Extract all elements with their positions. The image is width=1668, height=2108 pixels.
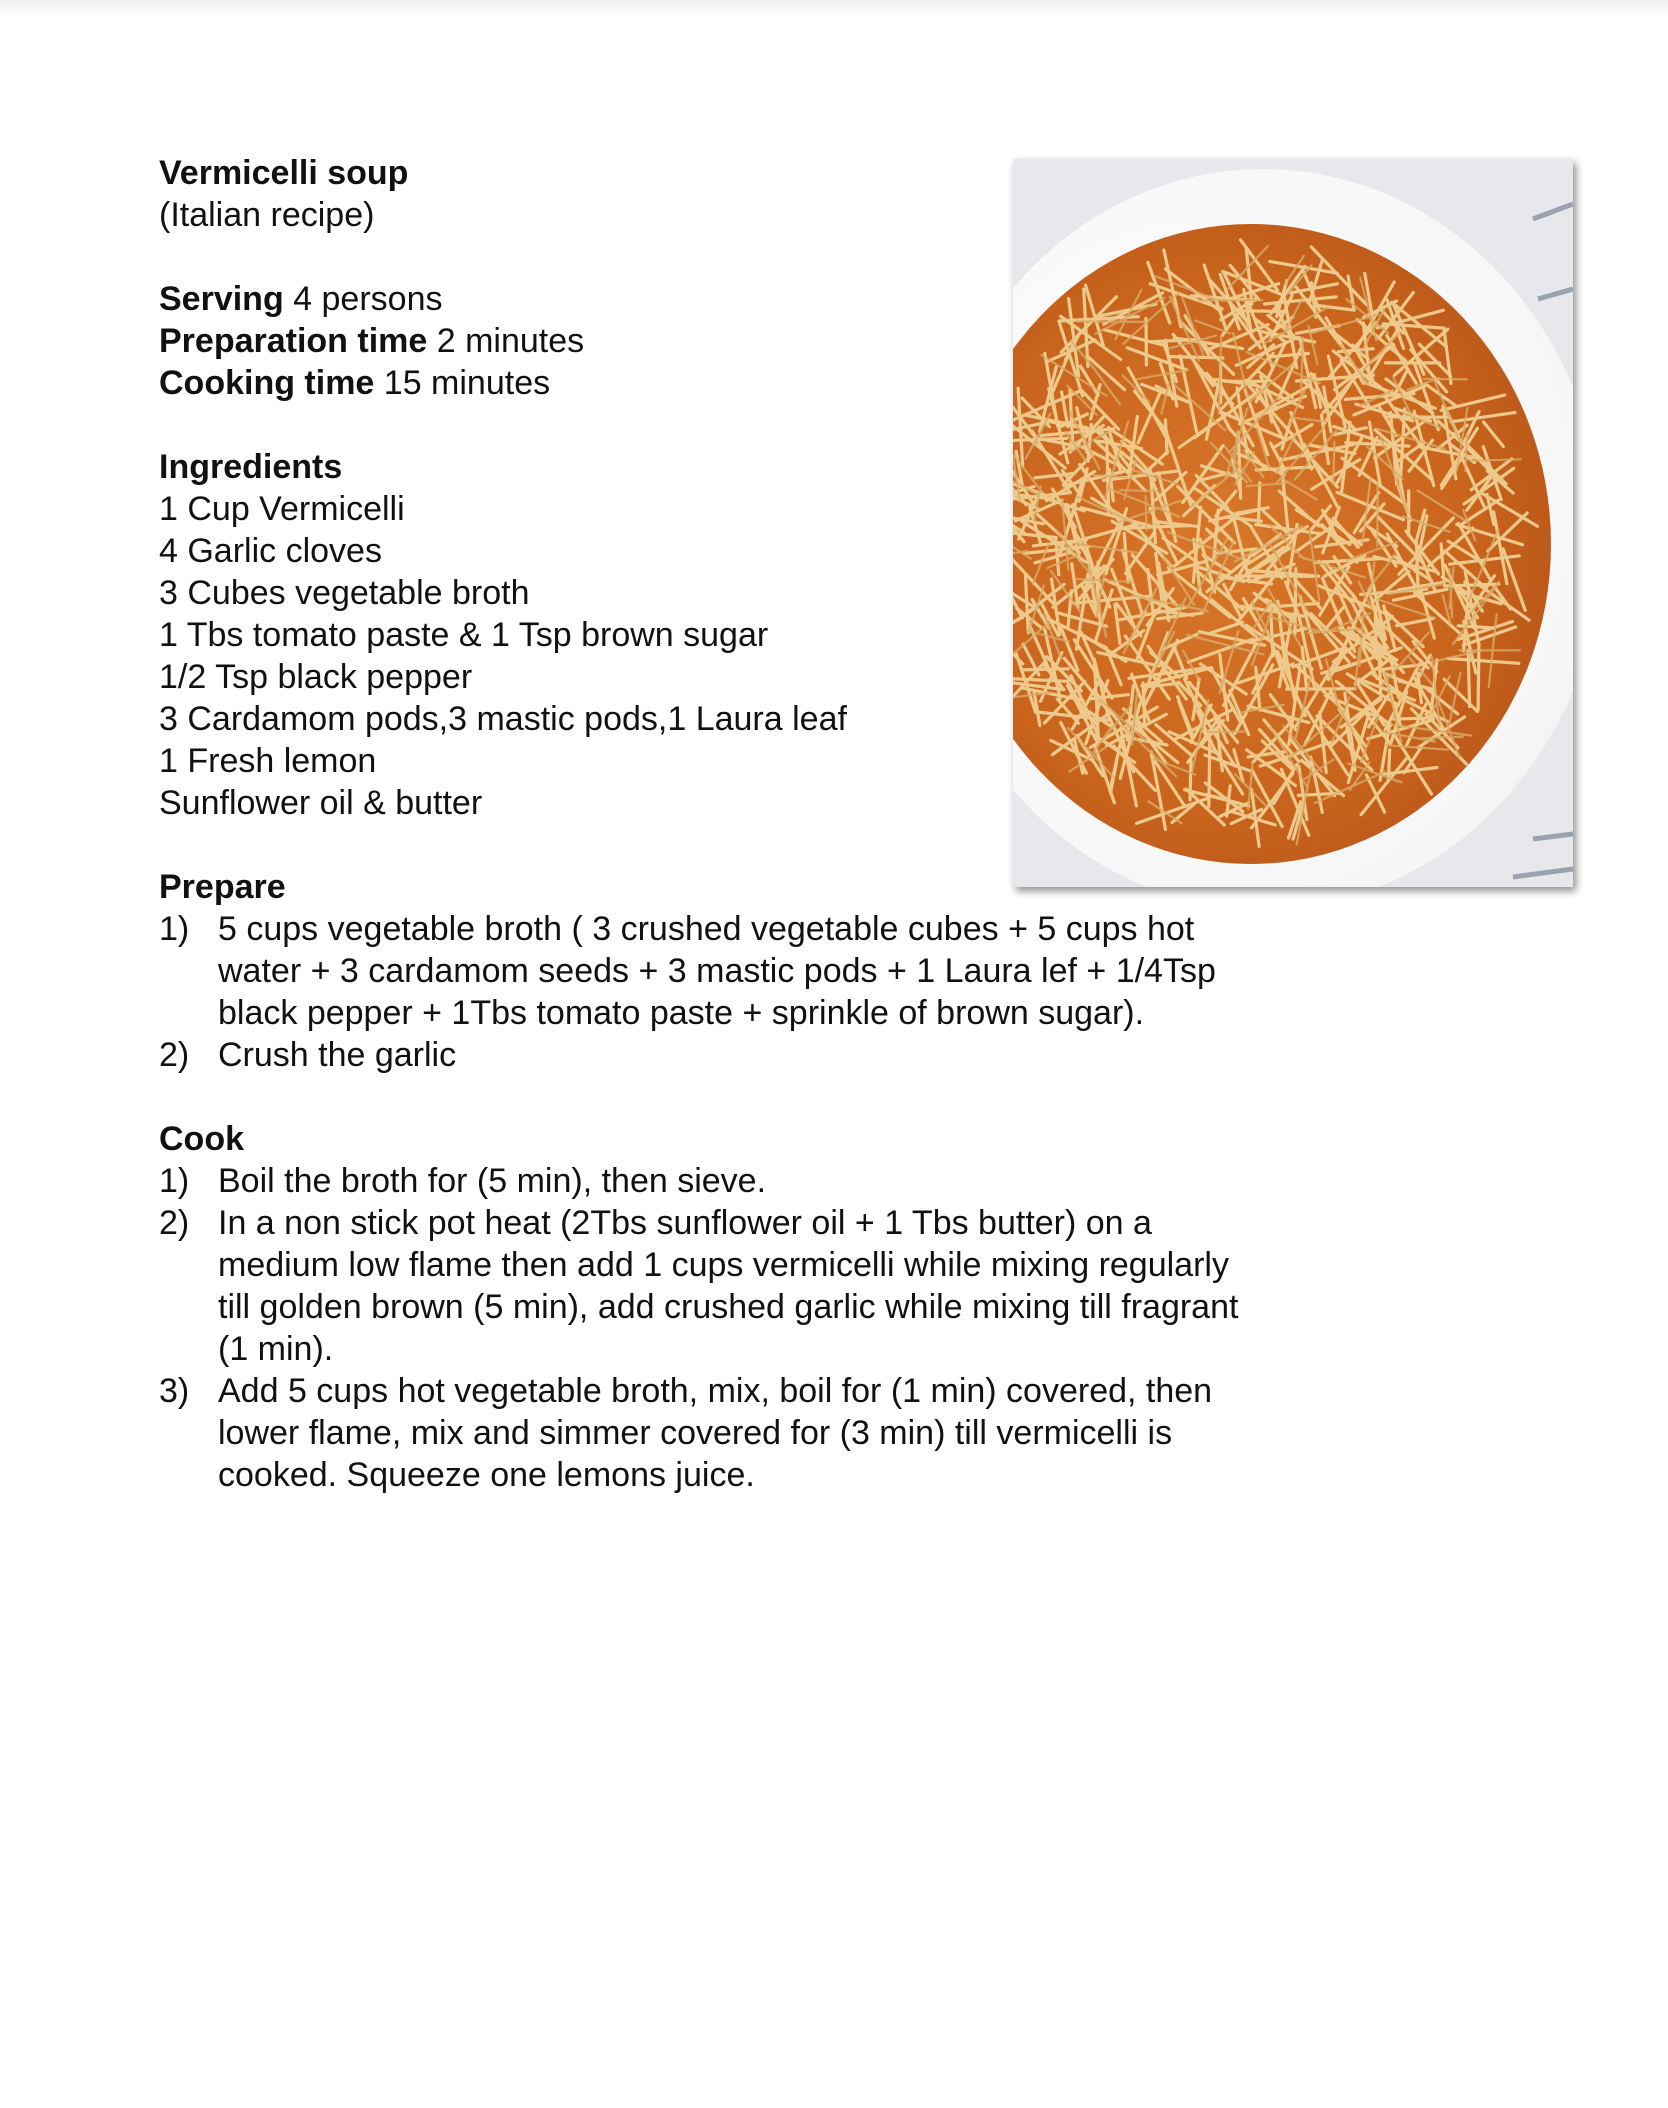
step-text: In a non stick pot heat (2Tbs sunflower oil + 1 Tbs butter) on a medium low flame then add 1 cups vermicelli while mixing regularly till golden brown (5 min), add crushed garlic while mixing till fragrant (1 min). xyxy=(218,1204,1239,1368)
noodle-strand xyxy=(1333,442,1334,484)
step-number: 2) xyxy=(159,1204,190,1242)
page-top-shadow xyxy=(0,0,1668,18)
ingredient-item: 1/2 Tsp black pepper xyxy=(159,658,473,696)
noodle-strand xyxy=(1077,321,1146,322)
step-text: 5 cups vegetable broth ( 3 crushed vegetable cubes + 5 cups hot water + 3 cardamom seeds + 3 mastic pods + 1 Laura lef + 1/4Tsp black pepper + 1Tbs tomato paste + sprinkle of brown sugar). xyxy=(218,910,1216,1032)
ingredient-item: Sunflower oil & butter xyxy=(159,784,483,822)
ingredients-heading: Ingredients xyxy=(159,448,343,486)
ingredient-item: 3 Cardamom pods,3 mastic pods,1 Laura leaf xyxy=(159,700,847,738)
noodle-strand xyxy=(1146,496,1147,530)
noodle-strand xyxy=(1468,650,1470,706)
noodle-strand xyxy=(1470,459,1521,460)
step-text: Boil the broth for (5 min), then sieve. xyxy=(218,1162,767,1200)
cook-step xyxy=(159,1160,1268,1202)
ingredient-item: 3 Cubes vegetable broth xyxy=(159,574,530,612)
prep-time-value: 2 minutes xyxy=(427,322,585,360)
soup-bowl-photo xyxy=(1013,159,1573,887)
noodle-strand xyxy=(1199,300,1262,301)
serving-value: 4 persons xyxy=(283,280,443,318)
noodle-strand xyxy=(1259,483,1260,522)
noodle-strand xyxy=(1208,732,1246,733)
step-text: Crush the garlic xyxy=(218,1036,457,1074)
noodle-strand xyxy=(1465,434,1467,471)
prepare-heading: Prepare xyxy=(159,868,286,906)
prepare-step xyxy=(159,908,1268,1034)
soup-bowl-illustration xyxy=(1013,159,1573,887)
ingredient-item: 1 Cup Vermicelli xyxy=(159,490,405,528)
step-number: 1) xyxy=(159,1162,190,1200)
cook-heading: Cook xyxy=(159,1120,244,1158)
cook-step xyxy=(159,1370,1268,1496)
cook-time-value: 15 minutes xyxy=(374,364,551,402)
step-text: Add 5 cups hot vegetable broth, mix, boil for (1 min) covered, then lower flame, mix and simmer covered for (3 min) till vermicelli is cooked. Squeeze one lemons juice. xyxy=(218,1372,1213,1494)
cook-step xyxy=(159,1202,1268,1370)
step-number: 1) xyxy=(159,910,190,948)
ingredient-item: 1 Fresh lemon xyxy=(159,742,377,780)
recipe-title: Vermicelli soup xyxy=(159,154,409,192)
recipe-subtitle: (Italian recipe) xyxy=(159,196,375,234)
noodle-strand xyxy=(1478,644,1479,710)
step-number: 2) xyxy=(159,1036,190,1074)
ingredient-item: 1 Tbs tomato paste & 1 Tsp brown sugar xyxy=(159,616,769,654)
cook-steps xyxy=(159,1160,1519,1496)
step-number: 3) xyxy=(159,1372,190,1410)
cook-time-label: Cooking time xyxy=(159,364,375,402)
prep-time-label: Preparation time xyxy=(159,322,428,360)
prepare-step xyxy=(159,1034,1268,1076)
serving-label: Serving xyxy=(159,280,284,318)
prepare-steps xyxy=(159,908,1519,1076)
ingredient-item: 4 Garlic cloves xyxy=(159,532,382,570)
noodle-strand xyxy=(1388,750,1389,781)
